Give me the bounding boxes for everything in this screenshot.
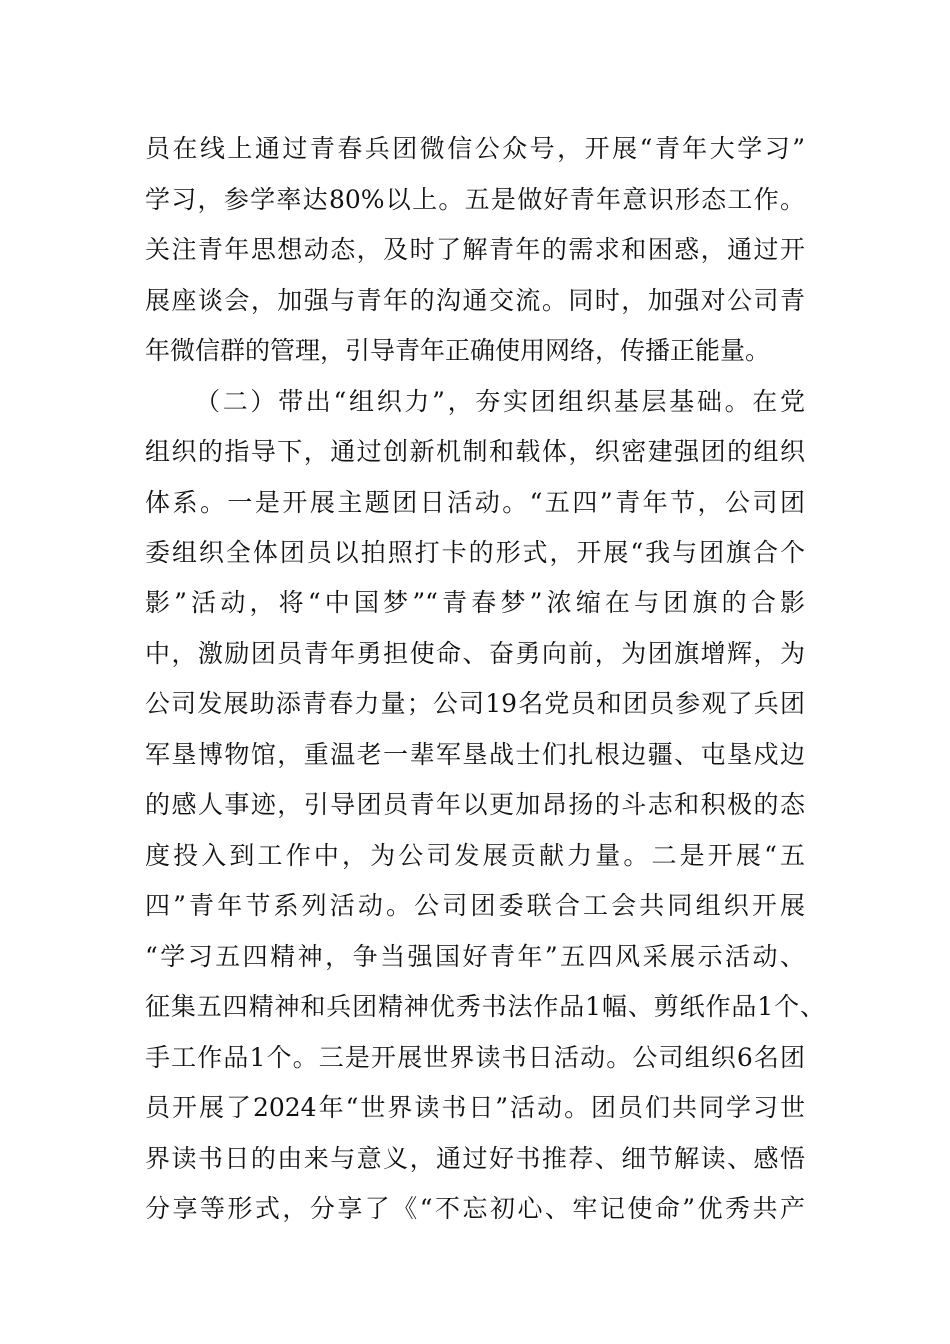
text-line: 四”青年节系列活动。公司团委联合工会共同组织开展 <box>145 891 805 920</box>
text-line: 度投入到工作中，为公司发展贡献力量。二是开展“五 <box>145 841 805 870</box>
text-line: 年微信群的管理，引导青年正确使用网络，传播正能量。 <box>145 336 771 365</box>
text-line: 手工作品1个。三是开展世界读书日活动。公司组织6名团 <box>145 1043 805 1072</box>
text-line: 征集五四精神和兵团精神优秀书法作品1幅、剪纸作品1个、 <box>145 992 825 1021</box>
text-line: 体系。一是开展主题团日活动。“五四”青年节，公司团 <box>145 488 805 517</box>
text-line: 学习，参学率达80%以上。五是做好青年意识形态工作。 <box>145 185 805 214</box>
text-line: 的感人事迹，引导团员青年以更加昂扬的斗志和积极的态 <box>145 790 805 819</box>
text-line: 展座谈会，加强与青年的沟通交流。同时，加强对公司青 <box>145 286 805 315</box>
text-line: 中，激励团员青年勇担使命、奋勇向前，为团旗增辉，为 <box>145 639 805 668</box>
text-line: 分享等形式，分享了《“不忘初心、牢记使命”优秀共产 <box>145 1194 805 1223</box>
text-line: “学习五四精神，争当强国好青年”五四风采展示活动、 <box>145 942 805 971</box>
text-line: 员开展了2024年“世界读书日”活动。团员们共同学习世 <box>145 1093 805 1122</box>
paragraph-heading-line: （二）带出“组织力”，夯实团组织基层基础。在党 <box>195 387 805 416</box>
text-line: 界读书日的由来与意义，通过好书推荐、细节解读、感悟 <box>145 1144 805 1173</box>
text-line: 委组织全体团员以拍照打卡的形式，开展“我与团旗合个 <box>145 538 805 567</box>
text-line: 员在线上通过青春兵团微信公众号，开展“青年大学习” <box>145 134 805 163</box>
text-line: 公司发展助添青春力量；公司19名党员和团员参观了兵团 <box>145 689 805 718</box>
text-line: 影”活动，将“中国梦”“青春梦”浓缩在与团旗的合影 <box>145 588 805 617</box>
text-line: 军垦博物馆，重温老一辈军垦战士们扎根边疆、屯垦戍边 <box>145 740 805 769</box>
text-line: 关注青年思想动态，及时了解青年的需求和困惑，通过开 <box>145 235 805 264</box>
text-line: 组织的指导下，通过创新机制和载体，织密建强团的组织 <box>145 437 805 466</box>
